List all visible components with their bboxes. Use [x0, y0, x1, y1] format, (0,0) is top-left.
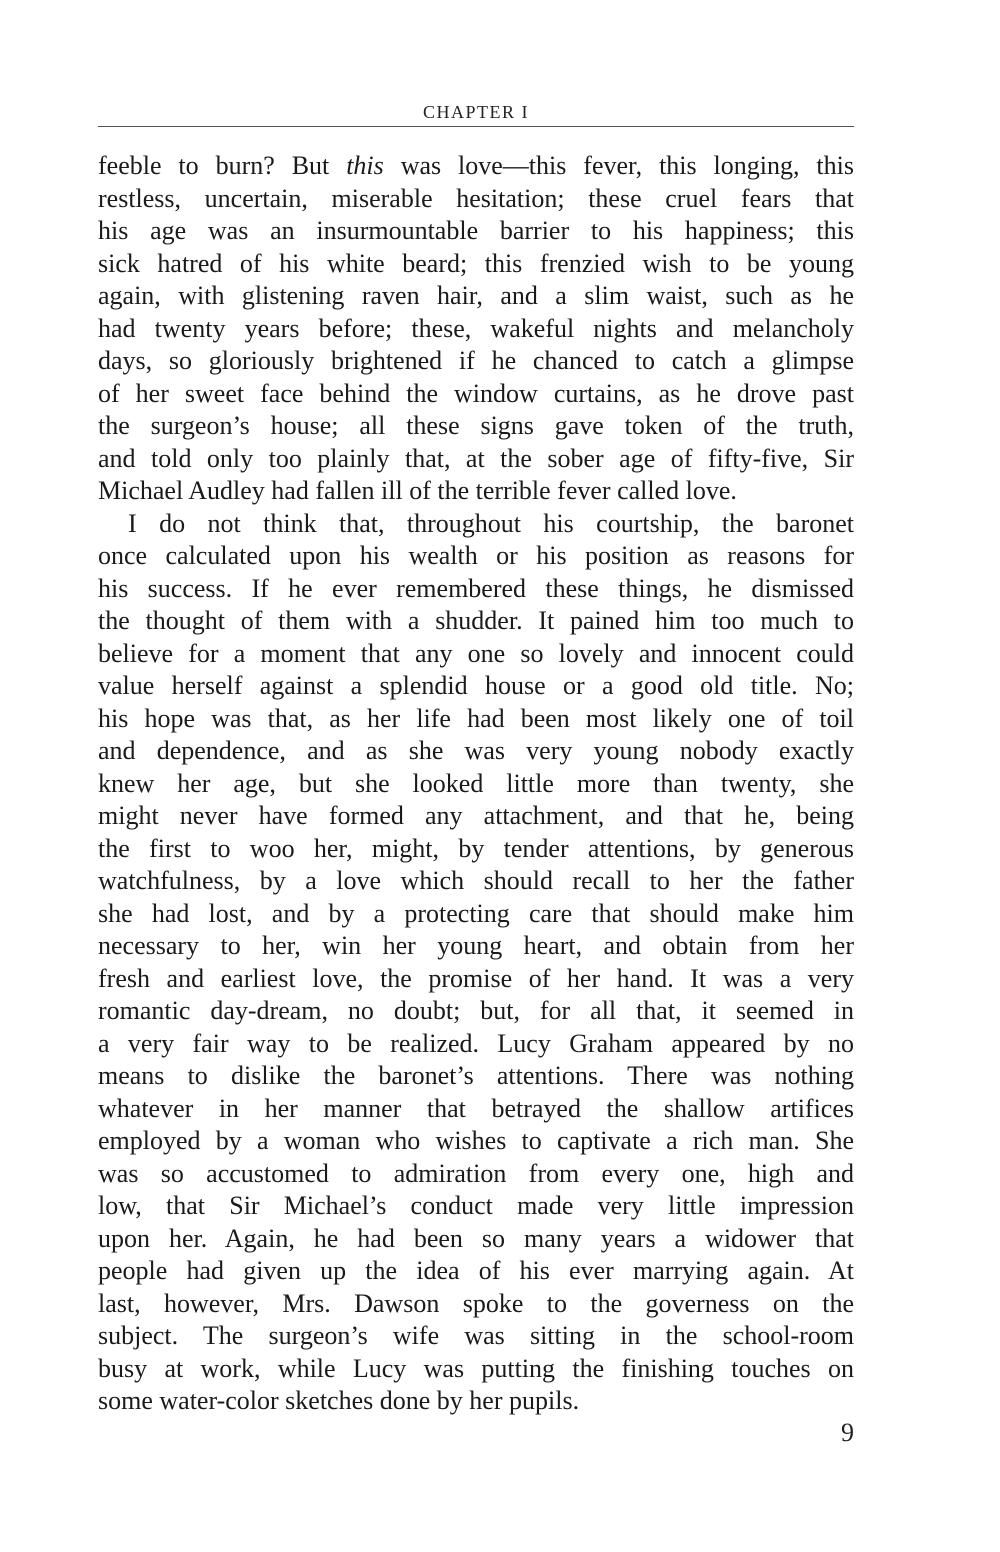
- italic-emphasis: this: [346, 151, 384, 180]
- text-line: was so accustomed to admiration from every one, high and: [98, 1158, 854, 1188]
- text-line: sick hatred of his white beard; this frenzied wish to be young: [98, 248, 854, 278]
- text-line: had twenty years before; these, wakeful nights and melancholy: [98, 313, 854, 343]
- text-line: and dependence, and as she was very young nobody exactly: [98, 736, 854, 765]
- text-line: [98, 150, 854, 183]
- text-line: Michael Audley had fallen ill of the terrible fever called love.: [98, 476, 737, 505]
- running-head: CHAPTER I: [422, 102, 529, 122]
- text-line: whatever in her manner that betrayed the shallow artifices: [98, 1093, 854, 1123]
- text-line: subject. The surgeon’s wife was sitting in the school-room: [98, 1321, 854, 1350]
- text-run: was love—this fever, this longing, this: [383, 151, 854, 180]
- text-line: busy at work, while Lucy was putting the finishing touches on: [98, 1353, 854, 1383]
- text-line: watchfulness, by a love which should recall to her the father: [98, 866, 854, 895]
- paragraph: [98, 508, 854, 1418]
- text-line: and told only too plainly that, at the sober age of fifty-five, Sir: [98, 443, 854, 473]
- text-line: last, however, Mrs. Dawson spoke to the governess on the: [98, 1288, 854, 1318]
- body-text: [98, 150, 854, 1418]
- text-line: means to dislike the baronet’s attentions. There was nothing: [98, 1061, 854, 1090]
- text-run: feeble to burn? But: [98, 151, 347, 180]
- text-line: low, that Sir Michael’s conduct made very little impression: [98, 1191, 854, 1220]
- paragraph: [98, 150, 854, 508]
- text-line: might never have formed any attachment, and that he, being: [98, 801, 854, 830]
- page-number: 9: [841, 1418, 854, 1447]
- text-line: once calculated upon his wealth or his position as reasons for: [98, 541, 854, 570]
- text-line: the first to woo her, might, by tender attentions, by generous: [98, 833, 854, 863]
- text-line: the surgeon’s house; all these signs gave token of the truth,: [98, 411, 854, 440]
- text-line: employed by a woman who wishes to captivate a rich man. She: [98, 1126, 854, 1155]
- text-line: days, so gloriously brightened if he chanced to catch a glimpse: [98, 346, 854, 375]
- text-line: his success. If he ever remembered these things, he dismissed: [98, 573, 854, 603]
- text-line: people had given up the idea of his ever marrying again. At: [98, 1256, 854, 1285]
- text-line: the thought of them with a shudder. It pained him too much to: [98, 606, 854, 635]
- text-line: his hope was that, as her life had been most likely one of toil: [98, 703, 854, 733]
- text-line: fresh and earliest love, the promise of her hand. It was a very: [98, 963, 854, 993]
- text-line: she had lost, and by a protecting care that should make him: [98, 898, 854, 928]
- text-line: restless, uncertain, miserable hesitation; these cruel fears that: [98, 183, 854, 213]
- text-line: necessary to her, win her young heart, and obtain from her: [98, 931, 854, 960]
- text-line: I do not think that, throughout his courtship, the baronet: [128, 508, 854, 538]
- text-line: again, with glistening raven hair, and a slim waist, such as he: [98, 281, 854, 310]
- text-line: romantic day-dream, no doubt; but, for all that, it seemed in: [98, 996, 854, 1025]
- text-line: upon her. Again, he had been so many years a widower that: [98, 1223, 854, 1253]
- text-line: knew her age, but she looked little more than twenty, she: [98, 768, 854, 798]
- text-line: of her sweet face behind the window curtains, as he drove past: [98, 378, 854, 408]
- text-line: a very fair way to be realized. Lucy Graham appeared by no: [98, 1028, 854, 1058]
- text-line: value herself against a splendid house or a good old title. No;: [98, 671, 854, 700]
- text-line: his age was an insurmountable barrier to his happiness; this: [98, 216, 854, 245]
- text-line: some water-color sketches done by her pupils.: [98, 1386, 580, 1415]
- text-line: believe for a moment that any one so lovely and innocent could: [98, 638, 854, 668]
- header-rule: [98, 126, 854, 127]
